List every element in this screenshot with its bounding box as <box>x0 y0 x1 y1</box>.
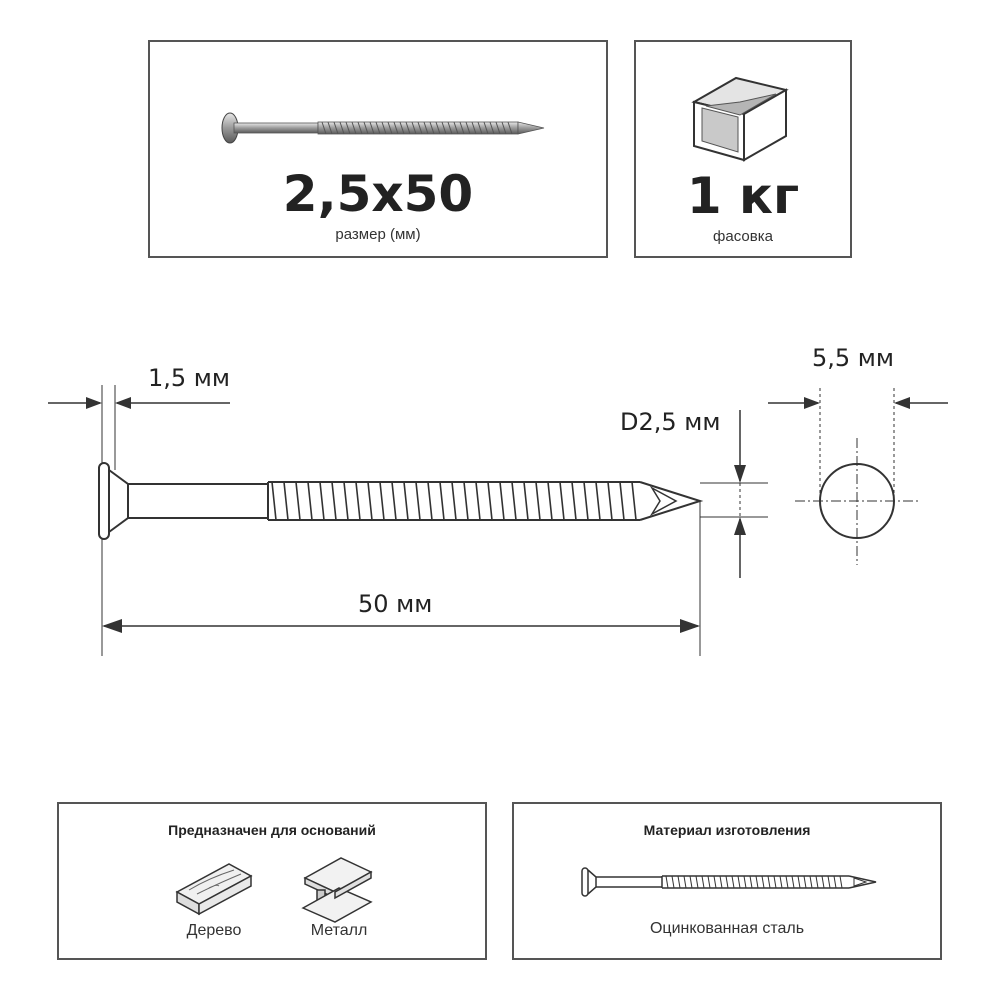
wood-plank-icon <box>177 864 251 914</box>
bases-icons <box>59 804 489 962</box>
head-diameter-label: 5,5 мм <box>812 344 895 372</box>
bases-item-wood-label: Дерево <box>186 922 242 939</box>
material-title: Материал изготовления <box>643 822 811 838</box>
pack-value: 1 кг <box>686 167 800 225</box>
bases-card <box>57 802 487 960</box>
length-label: 50 мм <box>358 590 433 618</box>
head-thickness-label: 1,5 мм <box>148 364 231 392</box>
nail-icon <box>514 804 944 962</box>
material-card <box>512 802 942 960</box>
bases-title: Предназначен для оснований <box>168 822 376 838</box>
shank-diameter-label: D2,5 мм <box>620 408 721 436</box>
size-caption: размер (мм) <box>335 226 421 243</box>
bases-item-metal-label: Металл <box>310 922 368 939</box>
material-label: Оцинкованная сталь <box>649 920 805 937</box>
pack-caption: фасовка <box>713 228 773 245</box>
size-value: 2,5x50 <box>282 165 474 223</box>
metal-beam-icon <box>303 858 371 922</box>
